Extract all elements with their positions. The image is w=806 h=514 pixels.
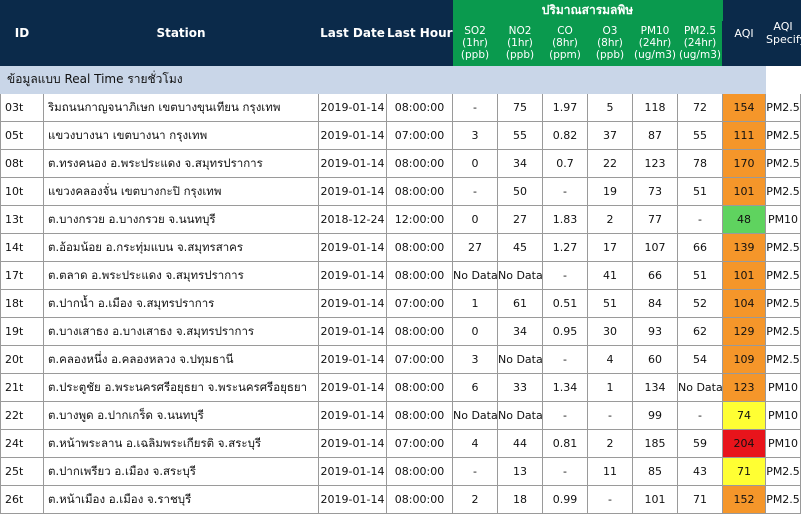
pollutant-name: SO2 bbox=[464, 25, 486, 37]
cell-o3: 17 bbox=[588, 234, 633, 262]
cell-aqi: 152 bbox=[723, 486, 766, 514]
cell-last-date: 2018-12-24 bbox=[319, 206, 387, 234]
cell-id: 20t bbox=[1, 346, 44, 374]
cell-pm25: 62 bbox=[678, 318, 723, 346]
cell-o3: 51 bbox=[588, 290, 633, 318]
cell-co: 1.97 bbox=[543, 94, 588, 122]
cell-id: 24t bbox=[1, 430, 44, 458]
cell-last-hour: 08:00:00 bbox=[387, 94, 453, 122]
pollutant-unit: (ppb) bbox=[595, 49, 625, 61]
cell-aqi-specify: PM2.5 bbox=[766, 318, 801, 346]
col-header-pm10[interactable] bbox=[633, 21, 678, 66]
col-header-aqi[interactable]: AQI bbox=[723, 1, 766, 66]
table-row[interactable] bbox=[1, 374, 801, 402]
cell-so2: - bbox=[453, 458, 498, 486]
cell-no2: 18 bbox=[498, 486, 543, 514]
cell-pm25: - bbox=[678, 206, 723, 234]
cell-pm25: 51 bbox=[678, 262, 723, 290]
table-row[interactable] bbox=[1, 262, 801, 290]
cell-no2: 50 bbox=[498, 178, 543, 206]
cell-id: 14t bbox=[1, 234, 44, 262]
cell-last-date: 2019-01-14 bbox=[319, 178, 387, 206]
cell-co: 0.95 bbox=[543, 318, 588, 346]
cell-so2: 4 bbox=[453, 430, 498, 458]
cell-co: 0.99 bbox=[543, 486, 588, 514]
cell-id: 22t bbox=[1, 402, 44, 430]
cell-last-date: 2019-01-14 bbox=[319, 374, 387, 402]
cell-station[interactable]: ต.คลองหนึ่ง อ.คลองหลวง จ.ปทุมธานี bbox=[44, 346, 319, 374]
section-title: ข้อมูลแบบ Real Time รายชั่วโมง bbox=[1, 66, 766, 94]
cell-pm10: 93 bbox=[633, 318, 678, 346]
cell-co: 1.83 bbox=[543, 206, 588, 234]
table-row[interactable] bbox=[1, 122, 801, 150]
table-body bbox=[1, 66, 801, 514]
cell-station[interactable]: ต.หน้าเมือง อ.เมือง จ.ราชบุรี bbox=[44, 486, 319, 514]
cell-no2: 55 bbox=[498, 122, 543, 150]
cell-aqi: 74 bbox=[723, 402, 766, 430]
cell-pm10: 118 bbox=[633, 94, 678, 122]
cell-aqi: 123 bbox=[723, 374, 766, 402]
table-row[interactable] bbox=[1, 178, 801, 206]
cell-o3: 11 bbox=[588, 458, 633, 486]
cell-pm10: 60 bbox=[633, 346, 678, 374]
cell-pm10: 185 bbox=[633, 430, 678, 458]
cell-no2: 75 bbox=[498, 94, 543, 122]
cell-id: 18t bbox=[1, 290, 44, 318]
cell-no2: 27 bbox=[498, 206, 543, 234]
table-row[interactable] bbox=[1, 290, 801, 318]
cell-pm25: 59 bbox=[678, 430, 723, 458]
cell-no2: 13 bbox=[498, 458, 543, 486]
cell-co: - bbox=[543, 346, 588, 374]
cell-aqi: 111 bbox=[723, 122, 766, 150]
cell-aqi: 139 bbox=[723, 234, 766, 262]
cell-o3: 4 bbox=[588, 346, 633, 374]
pollutant-unit: (ug/m3) bbox=[634, 49, 676, 61]
cell-co: 0.51 bbox=[543, 290, 588, 318]
cell-last-hour: 08:00:00 bbox=[387, 178, 453, 206]
table-row[interactable] bbox=[1, 402, 801, 430]
cell-pm10: 107 bbox=[633, 234, 678, 262]
cell-co: 0.7 bbox=[543, 150, 588, 178]
col-header-station[interactable]: Station bbox=[44, 1, 319, 66]
pollutant-period: (24hr) bbox=[638, 37, 672, 49]
cell-no2: 61 bbox=[498, 290, 543, 318]
cell-co: - bbox=[543, 178, 588, 206]
cell-aqi: 109 bbox=[723, 346, 766, 374]
cell-last-date: 2019-01-14 bbox=[319, 402, 387, 430]
cell-so2: 0 bbox=[453, 206, 498, 234]
cell-so2: 6 bbox=[453, 374, 498, 402]
cell-last-date: 2019-01-14 bbox=[319, 150, 387, 178]
cell-last-hour: 12:00:00 bbox=[387, 206, 453, 234]
cell-aqi-specify: PM2.5 bbox=[766, 94, 801, 122]
pollutant-name: PM10 bbox=[640, 25, 670, 37]
cell-aqi-specify: PM2.5 bbox=[766, 346, 801, 374]
cell-pm10: 66 bbox=[633, 262, 678, 290]
cell-pm25: 72 bbox=[678, 94, 723, 122]
table-row[interactable] bbox=[1, 318, 801, 346]
cell-co: - bbox=[543, 458, 588, 486]
cell-last-hour: 07:00:00 bbox=[387, 122, 453, 150]
cell-no2: 44 bbox=[498, 430, 543, 458]
cell-no2: No Data bbox=[498, 262, 543, 290]
cell-last-hour: 07:00:00 bbox=[387, 430, 453, 458]
pollutant-unit: (ug/m3) bbox=[679, 49, 721, 61]
cell-last-date: 2019-01-14 bbox=[319, 122, 387, 150]
cell-pm25: 52 bbox=[678, 290, 723, 318]
cell-aqi-specify: PM2.5 bbox=[766, 486, 801, 514]
cell-aqi: 71 bbox=[723, 458, 766, 486]
cell-o3: 37 bbox=[588, 122, 633, 150]
section-spacer bbox=[766, 66, 801, 94]
cell-aqi-specify: PM2.5 bbox=[766, 262, 801, 290]
cell-so2: 3 bbox=[453, 346, 498, 374]
cell-last-date: 2019-01-14 bbox=[319, 234, 387, 262]
pollutant-period: (8hr) bbox=[597, 37, 623, 49]
cell-pm25: 78 bbox=[678, 150, 723, 178]
cell-aqi-specify: PM10 bbox=[766, 374, 801, 402]
table-row[interactable] bbox=[1, 458, 801, 486]
pollutant-name: O3 bbox=[602, 25, 618, 37]
cell-so2: 2 bbox=[453, 486, 498, 514]
cell-aqi-specify: PM10 bbox=[766, 206, 801, 234]
cell-pm25: No Data bbox=[678, 374, 723, 402]
cell-pm10: 134 bbox=[633, 374, 678, 402]
cell-aqi-specify: PM10 bbox=[766, 430, 801, 458]
section-row bbox=[1, 66, 801, 94]
cell-aqi: 101 bbox=[723, 178, 766, 206]
cell-last-hour: 08:00:00 bbox=[387, 318, 453, 346]
cell-no2: 34 bbox=[498, 150, 543, 178]
cell-so2: 0 bbox=[453, 150, 498, 178]
cell-station[interactable]: ต.อ้อมน้อย อ.กระทุ่มแบน จ.สมุทรสาคร bbox=[44, 234, 319, 262]
cell-id: 08t bbox=[1, 150, 44, 178]
cell-o3: 41 bbox=[588, 262, 633, 290]
pollutant-unit: (ppm) bbox=[549, 49, 581, 61]
cell-id: 10t bbox=[1, 178, 44, 206]
cell-no2: 45 bbox=[498, 234, 543, 262]
cell-id: 21t bbox=[1, 374, 44, 402]
cell-id: 03t bbox=[1, 94, 44, 122]
cell-o3: 1 bbox=[588, 374, 633, 402]
cell-last-date: 2019-01-14 bbox=[319, 430, 387, 458]
cell-co: 0.81 bbox=[543, 430, 588, 458]
cell-o3: 30 bbox=[588, 318, 633, 346]
pollutant-unit: (ppb) bbox=[460, 49, 490, 61]
cell-pm10: 87 bbox=[633, 122, 678, 150]
cell-last-date: 2019-01-14 bbox=[319, 346, 387, 374]
col-header-so2[interactable] bbox=[453, 21, 498, 66]
cell-o3: 19 bbox=[588, 178, 633, 206]
col-header-aqi-specify[interactable]: AQI Specify bbox=[766, 1, 801, 66]
table-row[interactable] bbox=[1, 486, 801, 514]
cell-station[interactable]: ริมถนนกาญจนาภิเษก เขตบางขุนเทียน กรุงเทพ bbox=[44, 94, 319, 122]
pollutant-period: (8hr) bbox=[552, 37, 578, 49]
cell-pm10: 73 bbox=[633, 178, 678, 206]
cell-so2: - bbox=[453, 178, 498, 206]
cell-pm25: 71 bbox=[678, 486, 723, 514]
cell-no2: No Data bbox=[498, 402, 543, 430]
cell-co: 1.34 bbox=[543, 374, 588, 402]
cell-no2: 34 bbox=[498, 318, 543, 346]
cell-pm10: 77 bbox=[633, 206, 678, 234]
cell-pm25: 43 bbox=[678, 458, 723, 486]
pollutant-period: (1hr) bbox=[507, 37, 533, 49]
cell-id: 13t bbox=[1, 206, 44, 234]
cell-aqi-specify: PM2.5 bbox=[766, 150, 801, 178]
cell-o3: 5 bbox=[588, 94, 633, 122]
pollutant-period: (24hr) bbox=[683, 37, 717, 49]
cell-co: 0.82 bbox=[543, 122, 588, 150]
cell-o3: 2 bbox=[588, 430, 633, 458]
cell-aqi: 170 bbox=[723, 150, 766, 178]
cell-pm25: - bbox=[678, 402, 723, 430]
col-header-pm25[interactable] bbox=[678, 21, 723, 66]
pollutant-name: PM2.5 bbox=[683, 25, 717, 37]
table-row[interactable] bbox=[1, 94, 801, 122]
cell-aqi: 129 bbox=[723, 318, 766, 346]
cell-station[interactable]: ต.ปากเพรียว อ.เมือง จ.สระบุรี bbox=[44, 458, 319, 486]
col-header-co[interactable] bbox=[543, 21, 588, 66]
cell-pm10: 85 bbox=[633, 458, 678, 486]
cell-last-date: 2019-01-14 bbox=[319, 290, 387, 318]
cell-last-hour: 07:00:00 bbox=[387, 290, 453, 318]
cell-last-date: 2019-01-14 bbox=[319, 486, 387, 514]
cell-co: 1.27 bbox=[543, 234, 588, 262]
cell-station[interactable]: ต.บางกรวย อ.บางกรวย จ.นนทบุรี bbox=[44, 206, 319, 234]
cell-aqi: 204 bbox=[723, 430, 766, 458]
cell-station[interactable]: ต.บางเสาธง อ.บางเสาธง จ.สมุทรปราการ bbox=[44, 318, 319, 346]
cell-aqi-specify: PM2.5 bbox=[766, 458, 801, 486]
pollutant-unit: (ppb) bbox=[505, 49, 535, 61]
cell-o3: - bbox=[588, 486, 633, 514]
cell-o3: 2 bbox=[588, 206, 633, 234]
col-header-no2[interactable] bbox=[498, 21, 543, 66]
table-row[interactable] bbox=[1, 150, 801, 178]
cell-station[interactable]: แขวงคลองจั่น เขตบางกะปิ กรุงเทพ bbox=[44, 178, 319, 206]
cell-id: 05t bbox=[1, 122, 44, 150]
cell-so2: 1 bbox=[453, 290, 498, 318]
cell-station[interactable]: ต.ปากน้ำ อ.เมือง จ.สมุทรปราการ bbox=[44, 290, 319, 318]
cell-station[interactable]: แขวงบางนา เขตบางนา กรุงเทพ bbox=[44, 122, 319, 150]
cell-last-hour: 07:00:00 bbox=[387, 346, 453, 374]
cell-so2: No Data bbox=[453, 262, 498, 290]
cell-id: 19t bbox=[1, 318, 44, 346]
cell-id: 17t bbox=[1, 262, 44, 290]
pollutant-name: NO2 bbox=[508, 25, 532, 37]
cell-pm25: 55 bbox=[678, 122, 723, 150]
cell-so2: - bbox=[453, 94, 498, 122]
cell-last-date: 2019-01-14 bbox=[319, 458, 387, 486]
cell-aqi: 48 bbox=[723, 206, 766, 234]
table-row[interactable] bbox=[1, 430, 801, 458]
cell-pm25: 51 bbox=[678, 178, 723, 206]
table-row[interactable] bbox=[1, 346, 801, 374]
table-row[interactable] bbox=[1, 234, 801, 262]
cell-last-hour: 08:00:00 bbox=[387, 150, 453, 178]
cell-station[interactable]: ต.ทรงคนอง อ.พระประแดง จ.สมุทรปราการ bbox=[44, 150, 319, 178]
cell-pm10: 84 bbox=[633, 290, 678, 318]
cell-last-hour: 08:00:00 bbox=[387, 234, 453, 262]
cell-last-hour: 08:00:00 bbox=[387, 374, 453, 402]
cell-id: 25t bbox=[1, 458, 44, 486]
cell-last-date: 2019-01-14 bbox=[319, 318, 387, 346]
cell-aqi: 104 bbox=[723, 290, 766, 318]
cell-aqi-specify: PM10 bbox=[766, 402, 801, 430]
cell-aqi-specify: PM2.5 bbox=[766, 234, 801, 262]
cell-pm10: 101 bbox=[633, 486, 678, 514]
cell-so2: No Data bbox=[453, 402, 498, 430]
cell-station[interactable]: ต.บางพูด อ.ปากเกร็ด จ.นนทบุรี bbox=[44, 402, 319, 430]
cell-last-date: 2019-01-14 bbox=[319, 262, 387, 290]
cell-aqi: 101 bbox=[723, 262, 766, 290]
cell-aqi-specify: PM2.5 bbox=[766, 122, 801, 150]
cell-no2: No Data bbox=[498, 346, 543, 374]
cell-aqi: 154 bbox=[723, 94, 766, 122]
col-header-last-date[interactable]: Last Date bbox=[319, 1, 387, 66]
table-header bbox=[1, 1, 806, 66]
cell-no2: 33 bbox=[498, 374, 543, 402]
cell-co: - bbox=[543, 262, 588, 290]
col-header-id[interactable]: ID bbox=[1, 1, 44, 66]
cell-aqi-specify: PM2.5 bbox=[766, 178, 801, 206]
pollutant-period: (1hr) bbox=[462, 37, 488, 49]
cell-so2: 0 bbox=[453, 318, 498, 346]
cell-id: 26t bbox=[1, 486, 44, 514]
cell-station[interactable]: ต.หน้าพระลาน อ.เฉลิมพระเกียรติ จ.สระบุรี bbox=[44, 430, 319, 458]
cell-last-hour: 08:00:00 bbox=[387, 402, 453, 430]
cell-pm10: 99 bbox=[633, 402, 678, 430]
cell-last-hour: 08:00:00 bbox=[387, 458, 453, 486]
col-header-last-hour[interactable]: Last Hour bbox=[387, 1, 453, 66]
cell-so2: 27 bbox=[453, 234, 498, 262]
cell-o3: 22 bbox=[588, 150, 633, 178]
cell-pm10: 123 bbox=[633, 150, 678, 178]
cell-so2: 3 bbox=[453, 122, 498, 150]
cell-aqi-specify: PM2.5 bbox=[766, 290, 801, 318]
col-header-o3[interactable] bbox=[588, 21, 633, 66]
cell-last-hour: 08:00:00 bbox=[387, 486, 453, 514]
table-row[interactable] bbox=[1, 206, 801, 234]
pollutant-name: CO bbox=[557, 25, 573, 37]
cell-station[interactable]: ต.ตลาด อ.พระประแดง จ.สมุทรปราการ bbox=[44, 262, 319, 290]
cell-pm25: 66 bbox=[678, 234, 723, 262]
cell-last-date: 2019-01-14 bbox=[319, 94, 387, 122]
cell-last-hour: 08:00:00 bbox=[387, 262, 453, 290]
cell-pm25: 54 bbox=[678, 346, 723, 374]
cell-o3: - bbox=[588, 402, 633, 430]
cell-co: - bbox=[543, 402, 588, 430]
cell-station[interactable]: ต.ประตูชัย อ.พระนครศรีอยุธยา จ.พระนครศรีอยุธยา bbox=[44, 374, 319, 402]
pollutant-group-header: ปริมาณสารมลพิษ bbox=[453, 1, 723, 21]
